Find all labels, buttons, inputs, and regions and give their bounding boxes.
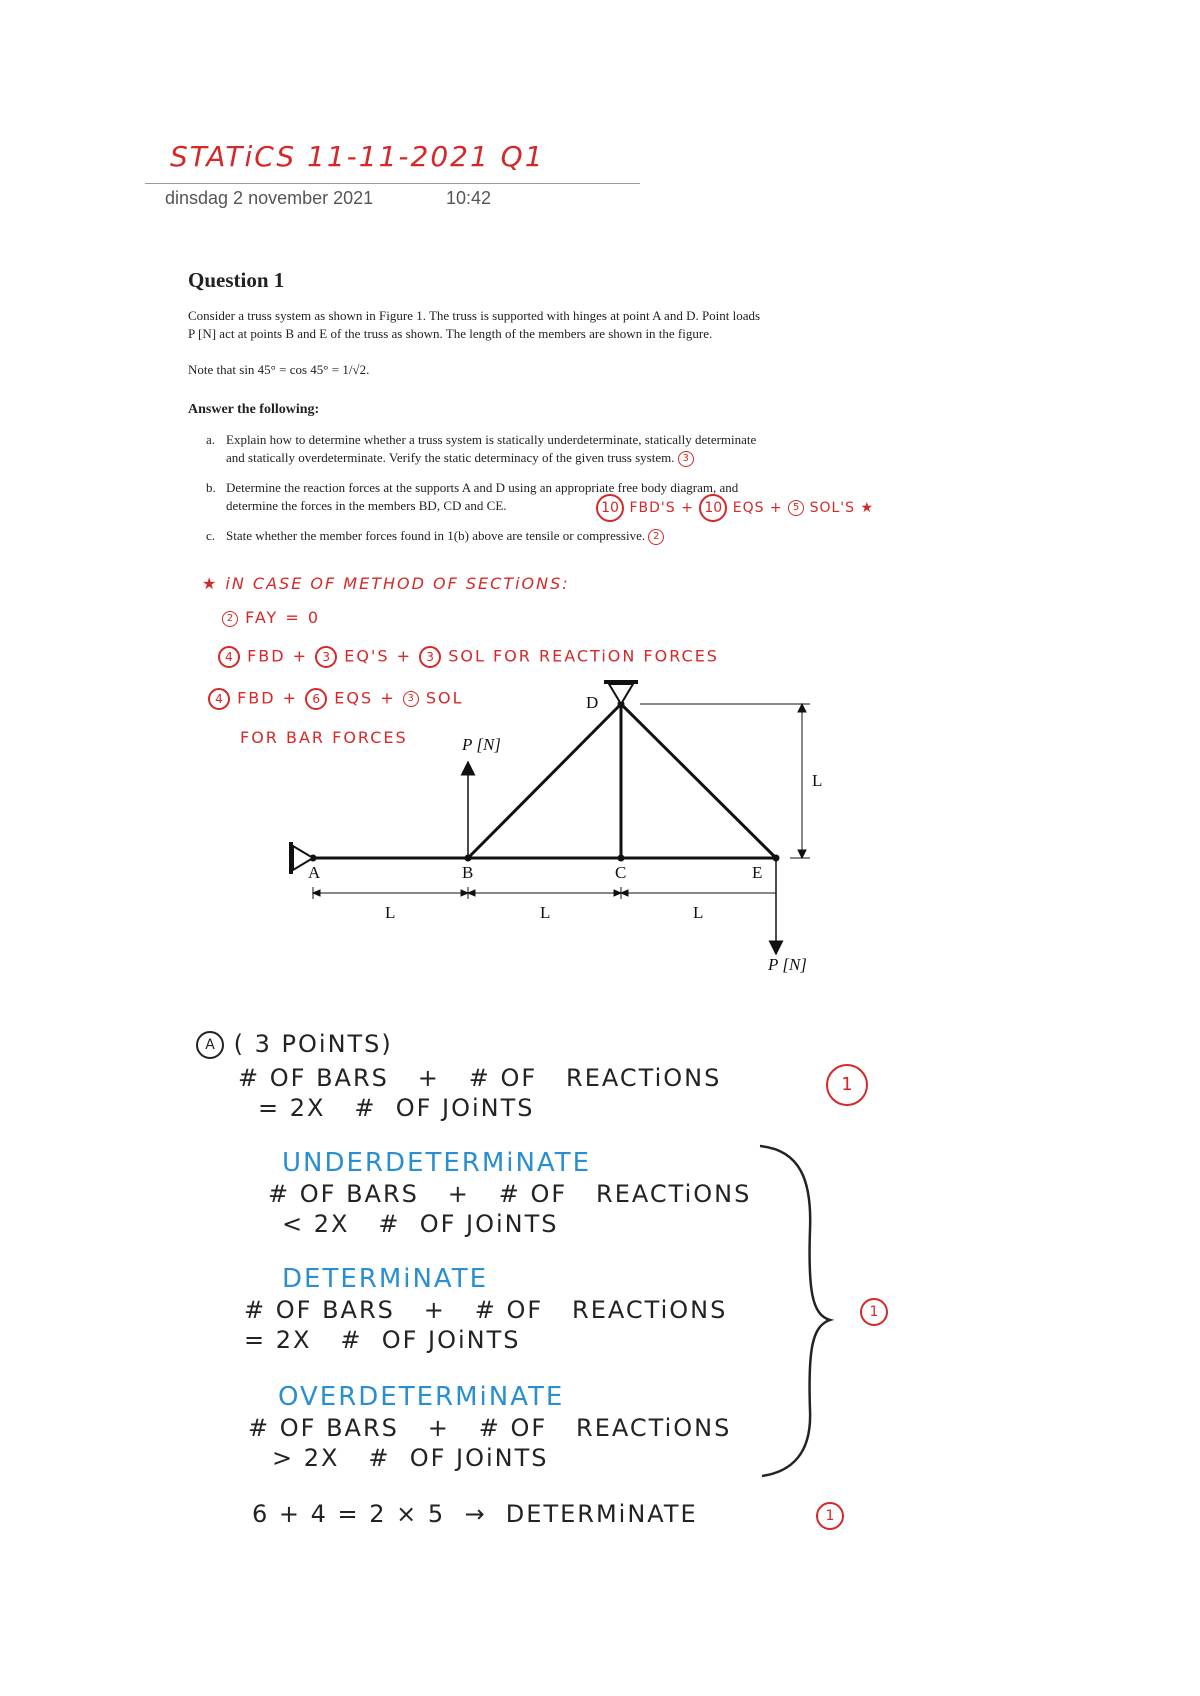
vertical-dimension <box>640 704 810 858</box>
part-b-line2-text: determine the forces in the members BD, CD and CE. <box>226 498 507 513</box>
over-title: OVERDETERMiNATE <box>278 1382 565 1412</box>
label-B: B <box>462 863 474 882</box>
truss-members <box>313 704 776 858</box>
b-sol-points-circle: 5 <box>788 500 804 516</box>
under-line2: < 2X # OF JOiNTS <box>282 1210 559 1238</box>
support-D-icon <box>604 680 638 704</box>
part-a-line1: Explain how to determine whether a truss system is statically underdeterminate, statically determinate <box>226 432 757 447</box>
sections-line2-fbd-points: 4 <box>218 646 240 668</box>
part-a-label: a. <box>206 432 216 447</box>
under-line1: # OF BARS + # OF REACTiONS <box>268 1180 752 1208</box>
note-time: 10:42 <box>446 188 492 208</box>
answer-a-header <box>196 1030 393 1059</box>
brace-mark-circle: 1 <box>860 1298 888 1326</box>
over-line2: > 2X # OF JOiNTS <box>272 1444 549 1472</box>
dim-L2: L <box>540 903 551 922</box>
over-line1: # OF BARS + # OF REACTiONS <box>248 1414 732 1442</box>
b-sol-text: SOL'S ★ <box>809 500 875 516</box>
sections-line3-eq-text: EQS + <box>334 688 403 708</box>
sections-line1-text: FAY = 0 <box>245 608 321 627</box>
part-b-label: b. <box>206 480 216 495</box>
curly-brace-icon <box>750 1140 840 1480</box>
answer-heading: Answer the following: <box>188 402 320 417</box>
sections-line2-sol-text: SOL FOR REACTiON FORCES <box>448 646 719 666</box>
det-line1: # OF BARS + # OF REACTiONS <box>244 1296 728 1324</box>
part-a-points-circle: 3 <box>678 451 694 467</box>
sections-line1-points: 2 <box>222 611 238 627</box>
sections-line3-sol-points: 3 <box>403 691 419 707</box>
horizontal-dimensions <box>313 887 776 899</box>
det-title: DETERMiNATE <box>282 1264 489 1294</box>
part-c-label: c. <box>206 528 216 543</box>
sections-title: ★ iN CASE OF METHOD OF SECTiONS: <box>202 574 570 593</box>
question-intro-line1: Consider a truss system as shown in Figure 1. The truss is supported with hinges at point A and D. Point loads <box>188 308 761 323</box>
part-c-points-circle: 2 <box>648 529 664 545</box>
sections-line2-eq-points: 3 <box>315 646 337 668</box>
b-eq-points-circle: 10 <box>699 494 727 522</box>
rule-line2: = 2X # OF JOiNTS <box>258 1094 535 1122</box>
det-line2: = 2X # OF JOiNTS <box>244 1326 521 1354</box>
b-fbd-points-circle: 10 <box>596 494 624 522</box>
rule-mark <box>826 1064 868 1106</box>
label-E: E <box>752 863 763 882</box>
label-D: D <box>586 693 599 712</box>
dim-L-vertical: L <box>812 771 823 790</box>
label-A: A <box>308 863 321 882</box>
sections-line2-sol-points: 3 <box>419 646 441 668</box>
verify-mark <box>816 1502 844 1530</box>
b-fbd-text: FBD'S + <box>629 500 694 516</box>
sections-line3-fbd-points: 4 <box>208 688 230 710</box>
rule-mark-circle: 1 <box>826 1064 868 1106</box>
question-heading: Question 1 <box>188 268 285 292</box>
rule-line1: # OF BARS + # OF REACTiONS <box>238 1064 722 1092</box>
member-DE <box>621 704 776 858</box>
sections-line4: FOR BAR FORCES <box>240 728 408 747</box>
answer-a-label-circle: A <box>196 1031 224 1059</box>
under-title: UNDERDETERMiNATE <box>282 1148 591 1178</box>
sections-line3-eq-points: 6 <box>305 688 327 710</box>
member-BD <box>468 704 621 858</box>
joint-C <box>618 855 625 862</box>
sections-line2-eq-text: EQ'S + <box>344 646 413 666</box>
sections-line3-sol-text: SOL <box>425 688 464 708</box>
dim-L1: L <box>385 903 396 922</box>
dim-L3: L <box>693 903 704 922</box>
handwritten-title: STATiCS 11-11-2021 Q1 <box>170 140 545 173</box>
question-intro-line2: P [N] act at points B and E of the truss as shown. The length of the members are shown in the figure. <box>188 326 713 341</box>
note-date: dinsdag 2 november 2021 <box>165 188 374 208</box>
answer-a-points: ( 3 POiNTS) <box>233 1030 393 1058</box>
b-eq-text: EQS + <box>732 500 783 516</box>
label-C: C <box>615 863 627 882</box>
part-c-text: State whether the member forces found in 1(b) above are tensile or compressive. <box>226 528 646 543</box>
verify-mark-circle: 1 <box>816 1502 844 1530</box>
sections-line3-fbd-text: FBD + <box>237 688 299 708</box>
load-up-label: P [N] <box>462 735 501 754</box>
load-down-label: P [N] <box>768 955 807 974</box>
part-b-line1: Determine the reaction forces at the supports A and D using an appropriate free body diagram, and <box>226 480 739 495</box>
verify-line: 6 + 4 = 2 × 5 → DETERMiNATE <box>252 1500 698 1528</box>
sections-line2-fbd-text: FBD + <box>247 646 309 666</box>
trig-note: Note that sin 45° = cos 45° = 1/√2. <box>188 362 370 377</box>
brace-mark <box>860 1298 888 1326</box>
part-a-line2-text: and statically overdeterminate. Verify the static determinacy of the given truss system. <box>226 450 675 465</box>
